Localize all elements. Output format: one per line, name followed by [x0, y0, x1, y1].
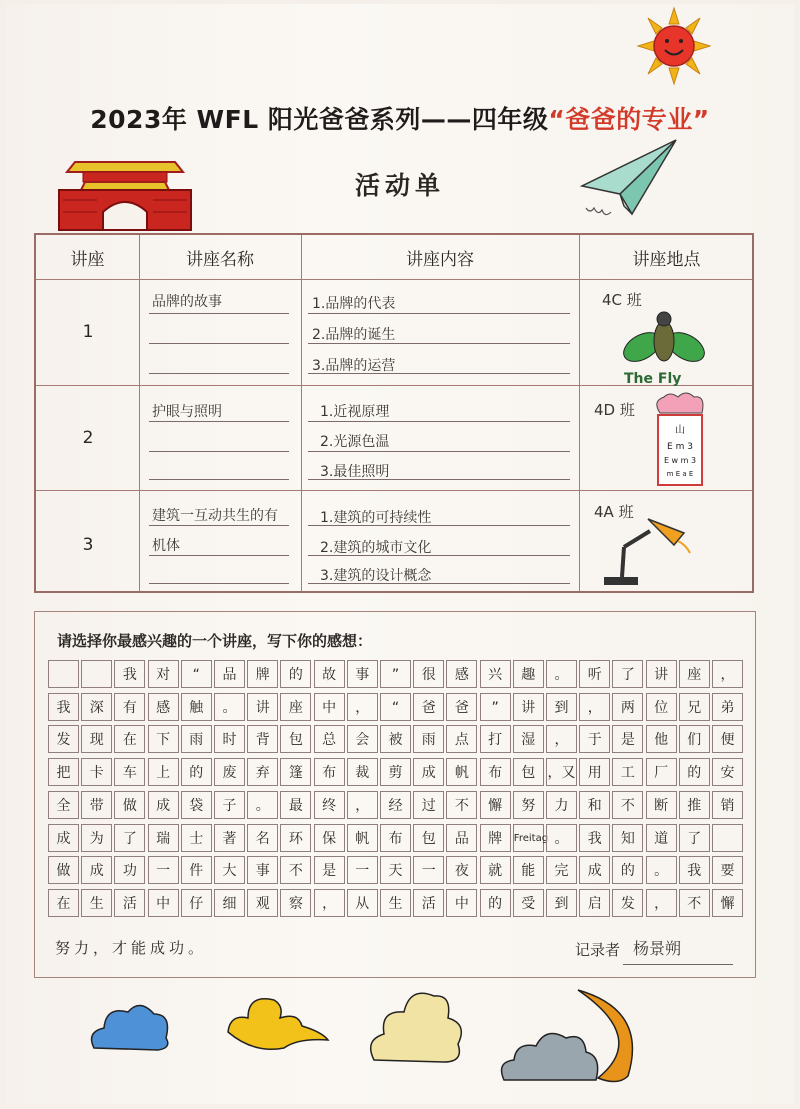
grid-cell: 车: [114, 758, 145, 786]
row-3-content-3: 3.建筑的设计概念: [320, 568, 432, 584]
blue-cloud-drawing: [86, 1000, 172, 1058]
grid-cell: 著: [214, 824, 245, 852]
grid-cell: 布: [314, 758, 345, 786]
grid-cell: 裁: [347, 758, 378, 786]
svg-text:E w m 3: E w m 3: [663, 456, 697, 465]
grid-cell: 全: [48, 791, 79, 819]
svg-text:E m 3: E m 3: [667, 442, 693, 452]
grid-cell: 的: [679, 758, 710, 786]
grid-cell: 成: [148, 791, 179, 819]
grid-cell: 环: [280, 824, 311, 852]
grid-cell: 为: [81, 824, 112, 852]
grid-cell: 故: [314, 660, 345, 688]
grid-cell: 天: [380, 856, 411, 884]
svg-text:m E a E: m E a E: [666, 470, 694, 478]
grid-cell: 卡: [81, 758, 112, 786]
grid-cell: 的: [181, 758, 212, 786]
yellow-cloud-drawing: [222, 990, 330, 1054]
grid-cell: 。: [546, 660, 577, 688]
grid-cell: 们: [679, 725, 710, 753]
grid-cell: 品: [446, 824, 477, 852]
row-2-name: 护眼与照明: [152, 404, 222, 420]
grid-cell: 大: [214, 856, 245, 884]
grid-cell: 兴: [480, 660, 511, 688]
grid-cell: 布: [480, 758, 511, 786]
grid-cell: 我: [579, 824, 610, 852]
grid-cell: 子: [214, 791, 245, 819]
grid-cell: 。: [546, 824, 577, 852]
row-3-name-line-1: 建筑一互动共生的有: [152, 508, 278, 524]
grid-cell: 不: [612, 791, 643, 819]
grid-cell: 带: [81, 791, 112, 819]
grid-cell: 瑞: [148, 824, 179, 852]
grid-cell: 中: [314, 693, 345, 721]
row-3-content-2: 2.建筑的城市文化: [320, 540, 432, 556]
grid-cell: 被: [380, 725, 411, 753]
grid-cell: 懈: [480, 791, 511, 819]
grid-cell: 。: [247, 791, 278, 819]
grid-cell: 名: [247, 824, 278, 852]
grid-cell: 湿: [513, 725, 544, 753]
row-2-content-3: 3.最佳照明: [320, 464, 390, 480]
grid-cell: 爸: [446, 693, 477, 721]
grid-cell: 懈: [712, 889, 743, 917]
row-1-location: 4C 班: [602, 291, 642, 309]
grid-cell: 了: [679, 824, 710, 852]
row-1-number: 1: [82, 322, 94, 342]
grid-cell: [712, 824, 743, 852]
grid-cell: 讲: [247, 693, 278, 721]
grid-cell: [81, 660, 112, 688]
grid-cell: 发: [48, 725, 79, 753]
grid-cell: 座: [280, 693, 311, 721]
grid-cell: 知: [612, 824, 643, 852]
header-lecture-location: 讲座地点: [632, 250, 701, 270]
grid-cell: 弟: [712, 693, 743, 721]
grid-cell: 把: [48, 758, 79, 786]
grid-cell: 安: [712, 758, 743, 786]
grid-cell: 牌: [480, 824, 511, 852]
grid-cell: 深: [81, 693, 112, 721]
grid-cell: 讲: [513, 693, 544, 721]
grid-cell: ，: [347, 791, 378, 819]
grid-cell: 士: [181, 824, 212, 852]
grid-cell: 力: [546, 791, 577, 819]
grid-cell: 受: [513, 889, 544, 917]
row-2-number: 2: [82, 428, 94, 448]
grid-cell: 的: [480, 889, 511, 917]
grid-cell: 点: [446, 725, 477, 753]
grid-cell: 的: [280, 660, 311, 688]
grid-cell: 一: [413, 856, 444, 884]
grid-cell: 成: [81, 856, 112, 884]
grid-cell: ，: [546, 725, 577, 753]
row-3-name-line-2: 机体: [152, 538, 180, 554]
grid-cell: ，: [712, 660, 743, 688]
row-2-location: 4D 班: [594, 401, 635, 419]
grid-cell: 终: [314, 791, 345, 819]
grid-cell: 不: [446, 791, 477, 819]
grid-cell: 我: [114, 660, 145, 688]
grid-cell: 于: [579, 725, 610, 753]
header-lecture-content: 讲座内容: [406, 250, 474, 270]
grid-cell: 细: [214, 889, 245, 917]
grid-cell: 能: [513, 856, 544, 884]
grid-cell: 夜: [446, 856, 477, 884]
row-3-content-1: 1.建筑的可持续性: [320, 510, 432, 526]
grid-cell: 事: [247, 856, 278, 884]
grid-cell: 厂: [646, 758, 677, 786]
grid-cell: 。: [646, 856, 677, 884]
grid-cell: ”: [380, 660, 411, 688]
grid-cell: 我: [679, 856, 710, 884]
grid-cell: 做: [114, 791, 145, 819]
fly-label: The Fly: [624, 371, 682, 387]
row-2-content-2: 2.光源色温: [320, 434, 390, 450]
grid-cell: 废: [214, 758, 245, 786]
grid-cell: 保: [314, 824, 345, 852]
grid-cell: 现: [81, 725, 112, 753]
grid-cell: 帆: [446, 758, 477, 786]
grid-cell: 是: [314, 856, 345, 884]
grid-cell: 感: [148, 693, 179, 721]
grid-cell: 成: [48, 824, 79, 852]
grid-cell: 努: [513, 791, 544, 819]
grid-cell: 中: [148, 889, 179, 917]
grid-cell: 会: [347, 725, 378, 753]
grid-cell: 做: [48, 856, 79, 884]
grid-cell: 下: [148, 725, 179, 753]
grid-cell: 成: [579, 856, 610, 884]
row-1-content-1: 1.品牌的代表: [312, 296, 396, 312]
grid-cell: 包: [413, 824, 444, 852]
desk-lamp-drawing: [598, 511, 698, 589]
gate-drawing: [55, 146, 195, 232]
grid-cell: 到: [546, 693, 577, 721]
grid-cell: 我: [48, 693, 79, 721]
grid-cell: ，: [314, 889, 345, 917]
svg-text:山: 山: [675, 425, 685, 436]
grid-cell: 听: [579, 660, 610, 688]
grid-cell: ”: [480, 693, 511, 721]
row-1-content-3: 3.品牌的运营: [312, 358, 396, 374]
sun-drawing: [636, 6, 712, 86]
paper-plane-drawing: [576, 136, 680, 228]
grid-cell: 了: [612, 660, 643, 688]
title-quoted: “爸爸的专业”: [548, 105, 710, 134]
grid-cell: 最: [280, 791, 311, 819]
grid-cell: 观: [247, 889, 278, 917]
eye-chart-drawing: [652, 393, 710, 489]
reflection-prompt: 请选择你最感兴趣的一个讲座，写下你的感想：: [57, 632, 373, 650]
grid-cell: 对: [148, 660, 179, 688]
grid-cell: 背: [247, 725, 278, 753]
grid-cell: 触: [181, 693, 212, 721]
grid-cell: 活: [114, 889, 145, 917]
grid-cell: 生: [380, 889, 411, 917]
grid-cell: 启: [579, 889, 610, 917]
grid-cell: 中: [446, 889, 477, 917]
title-main: 2023年 WFL 阳光爸爸系列——四年级: [90, 105, 549, 134]
moon-cloud-drawing: [498, 986, 658, 1086]
grid-cell: 的: [612, 856, 643, 884]
row-1-name: 品牌的故事: [152, 294, 222, 310]
grid-cell: 品: [214, 660, 245, 688]
grid-cell: 牌: [247, 660, 278, 688]
lecture-table: [34, 233, 754, 593]
grid-cell: 是: [612, 725, 643, 753]
grid-cell: 一: [347, 856, 378, 884]
grid-cell: 了: [114, 824, 145, 852]
grid-cell: 发: [612, 889, 643, 917]
grid-cell: 弃: [247, 758, 278, 786]
grid-cell: 篷: [280, 758, 311, 786]
grid-cell: 功: [114, 856, 145, 884]
grid-cell: 袋: [181, 791, 212, 819]
grid-cell: 件: [181, 856, 212, 884]
grid-cell: 用: [579, 758, 610, 786]
grid-cell: 上: [148, 758, 179, 786]
grid-cell: Freitag: [513, 824, 544, 852]
grid-cell: 他: [646, 725, 677, 753]
row-3-location: 4A 班: [594, 503, 634, 521]
grid-cell: 察: [280, 889, 311, 917]
grid-cell: 爸: [413, 693, 444, 721]
grid-cell: 推: [679, 791, 710, 819]
grid-cell: 一: [148, 856, 179, 884]
grid-cell: 讲: [646, 660, 677, 688]
grid-cell: 帆: [347, 824, 378, 852]
grid-cell: 从: [347, 889, 378, 917]
row-2-content-1: 1.近视原理: [320, 404, 390, 420]
grid-cell: 在: [48, 889, 79, 917]
grid-cell: 座: [679, 660, 710, 688]
grid-cell: ，: [579, 693, 610, 721]
grid-cell: ，: [347, 693, 378, 721]
grid-cell: 经: [380, 791, 411, 819]
grid-cell: 包: [280, 725, 311, 753]
grid-cell: 生: [81, 889, 112, 917]
grid-cell: 总: [314, 725, 345, 753]
row-3-number: 3: [82, 535, 94, 555]
grid-cell: 事: [347, 660, 378, 688]
page-title: [0, 100, 800, 136]
grid-cell: 不: [280, 856, 311, 884]
essay-last-line: 努力，才能成功。: [55, 939, 208, 957]
grid-cell: 和: [579, 791, 610, 819]
grid-cell: 雨: [413, 725, 444, 753]
grid-cell: 趣: [513, 660, 544, 688]
grid-cell: 剪: [380, 758, 411, 786]
grid-cell: ，: [646, 889, 677, 917]
grid-cell: 打: [480, 725, 511, 753]
grid-cell: 到: [546, 889, 577, 917]
grid-cell: 有: [114, 693, 145, 721]
grid-cell: 过: [413, 791, 444, 819]
cream-cloud-drawing: [366, 986, 462, 1068]
recorder-name: 杨景朔: [633, 939, 682, 958]
grid-cell: 在: [114, 725, 145, 753]
grid-cell: 成: [413, 758, 444, 786]
grid-cell: 位: [646, 693, 677, 721]
grid-cell: 要: [712, 856, 743, 884]
row-1-content-2: 2.品牌的诞生: [312, 327, 396, 343]
grid-cell: 时: [214, 725, 245, 753]
grid-cell: 活: [413, 889, 444, 917]
grid-cell: 销: [712, 791, 743, 819]
grid-cell: “: [380, 693, 411, 721]
fly-drawing: [620, 305, 710, 387]
header-lecture-name: 讲座名称: [186, 250, 254, 270]
grid-cell: “: [181, 660, 212, 688]
grid-cell: 仔: [181, 889, 212, 917]
grid-cell: 布: [380, 824, 411, 852]
grid-cell: 就: [480, 856, 511, 884]
grid-cell: 工: [612, 758, 643, 786]
grid-cell: 很: [413, 660, 444, 688]
header-lecture: 讲座: [70, 250, 105, 270]
grid-cell: 两: [612, 693, 643, 721]
grid-cell: 感: [446, 660, 477, 688]
page-subtitle: 活动单: [354, 171, 445, 200]
grid-cell: [48, 660, 79, 688]
reflection-box: [34, 611, 756, 978]
grid-cell: ，又: [546, 758, 577, 786]
grid-cell: 兄: [679, 693, 710, 721]
grid-cell: 断: [646, 791, 677, 819]
grid-cell: 道: [646, 824, 677, 852]
grid-cell: 完: [546, 856, 577, 884]
recorder-label: 记录者: [575, 941, 621, 959]
grid-cell: 不: [679, 889, 710, 917]
grid-cell: 。: [214, 693, 245, 721]
grid-cell: 包: [513, 758, 544, 786]
grid-cell: 雨: [181, 725, 212, 753]
grid-cell: 便: [712, 725, 743, 753]
